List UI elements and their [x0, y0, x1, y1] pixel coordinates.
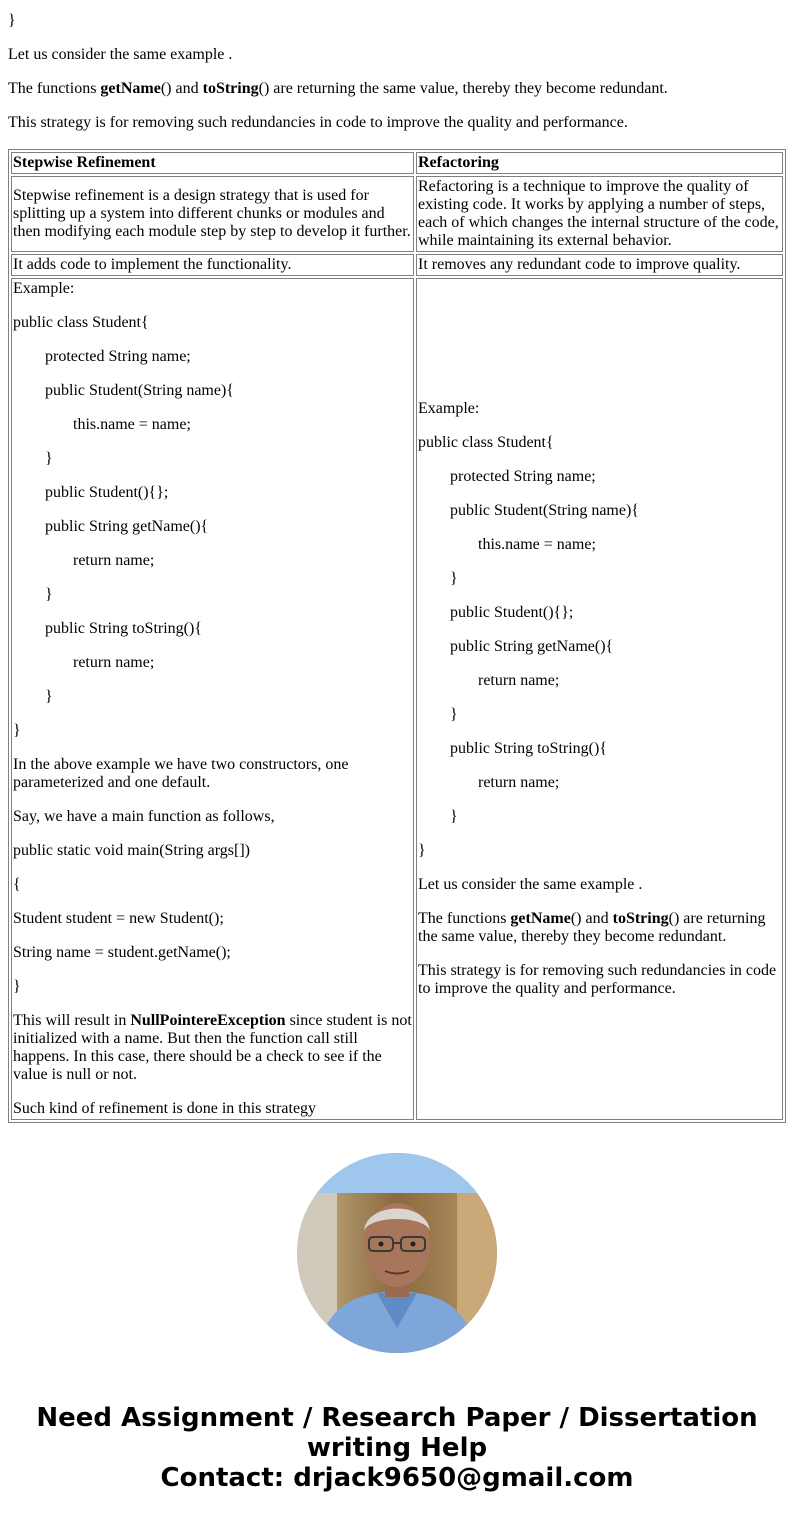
- example-label: Example:: [418, 400, 480, 417]
- table-row: [11, 254, 783, 276]
- code-line: Student student = new Student();: [13, 910, 224, 927]
- refinement-summary-text: Such kind of refinement is done in this strategy: [13, 1100, 317, 1117]
- code-line: }: [418, 842, 426, 859]
- main-intro-text: Say, we have a main function as follows,: [13, 808, 275, 825]
- header-stepwise-refinement: Stepwise Refinement: [11, 152, 414, 174]
- table-row: [11, 278, 783, 1120]
- table-row: [11, 176, 783, 252]
- intro-closing-brace: }: [8, 12, 16, 29]
- code-line: }: [450, 570, 458, 587]
- code-line: public String toString(){: [45, 620, 203, 637]
- fn-getname: getName: [100, 80, 161, 97]
- intro-consider-text: Let us consider the same example .: [8, 46, 233, 63]
- code-line: public class Student{: [13, 314, 149, 331]
- header-refactoring: Refactoring: [416, 152, 783, 174]
- constructors-text: In the above example we have two constructors, one parameterized and one default.: [13, 756, 349, 791]
- code-line: {: [13, 876, 21, 893]
- strategy-text: This strategy is for removing such redundancies in code to improve the quality and performance.: [418, 962, 777, 997]
- comparison-table: [8, 149, 786, 1123]
- stepwise-purpose-cell: It adds code to implement the functionality.: [11, 254, 414, 276]
- refactoring-definition-cell: Refactoring is a technique to improve the quality of existing code. It works by applying a number of steps, each of which changes the internal structure of the code, while maintaining its external behavior.: [416, 176, 783, 252]
- code-line: this.name = name;: [73, 416, 191, 433]
- fn-tostring: toString: [202, 80, 259, 97]
- code-line: public Student(){};: [45, 484, 169, 501]
- code-line: public class Student{: [418, 434, 554, 451]
- code-line: public static void main(String args[]): [13, 842, 250, 859]
- code-line: String name = student.getName();: [13, 944, 231, 961]
- code-line: this.name = name;: [478, 536, 596, 553]
- code-line: public Student(String name){: [450, 502, 639, 519]
- stepwise-example-cell: [11, 278, 414, 1120]
- code-line: protected String name;: [450, 468, 596, 485]
- code-line: protected String name;: [45, 348, 191, 365]
- consider-text: Let us consider the same example .: [418, 876, 643, 893]
- code-line: return name;: [478, 774, 560, 791]
- fn-getname: getName: [510, 910, 571, 927]
- footer-line-2: writing Help: [306, 1433, 488, 1463]
- code-line: }: [450, 706, 458, 723]
- functions-text: The functions getName() and toString() are returning the same value, thereby they become redundant.: [418, 910, 766, 945]
- code-line: public String toString(){: [450, 740, 608, 757]
- code-line: }: [45, 586, 53, 603]
- code-line: }: [13, 722, 21, 739]
- intro-strategy-text: This strategy is for removing such redundancies in code to improve the quality and performance.: [8, 114, 628, 131]
- code-line: return name;: [73, 552, 155, 569]
- fn-tostring: toString: [612, 910, 669, 927]
- refactoring-example-cell: [416, 278, 783, 1120]
- avatar-portrait: [297, 1153, 497, 1353]
- code-line: }: [45, 688, 53, 705]
- code-line: }: [13, 978, 21, 995]
- code-line: }: [45, 450, 53, 467]
- code-line: public Student(String name){: [45, 382, 234, 399]
- stepwise-definition-cell: Stepwise refinement is a design strategy that is used for splitting up a system into different chunks or modules and then modifying each module step by step to develop it further.: [11, 176, 414, 252]
- code-line: return name;: [478, 672, 560, 689]
- example-label: Example:: [13, 280, 75, 297]
- exception-name: NullPointereException: [130, 1012, 286, 1029]
- exception-text: This will result in NullPointereException since student is not initialized with a name. But then the function call still happens. In this case, there should be a check to see if the value is null or not.: [13, 1012, 412, 1083]
- intro-functions-text: The functions getName() and toString() are returning the same value, thereby they become redundant.: [8, 80, 668, 97]
- code-line: }: [450, 808, 458, 825]
- footer-line-1: Need Assignment / Research Paper / Dissertation: [36, 1403, 758, 1433]
- refactoring-purpose-cell: It removes any redundant code to improve quality.: [416, 254, 783, 276]
- table-header-row: [11, 152, 783, 174]
- code-line: public Student(){};: [450, 604, 574, 621]
- code-line: public String getName(){: [45, 518, 209, 535]
- footer-contact-email: Contact: drjack9650@gmail.com: [160, 1463, 634, 1493]
- footer-contact-banner: [0, 1403, 794, 1493]
- code-line: return name;: [73, 654, 155, 671]
- code-line: public String getName(){: [450, 638, 614, 655]
- author-avatar: [297, 1153, 497, 1353]
